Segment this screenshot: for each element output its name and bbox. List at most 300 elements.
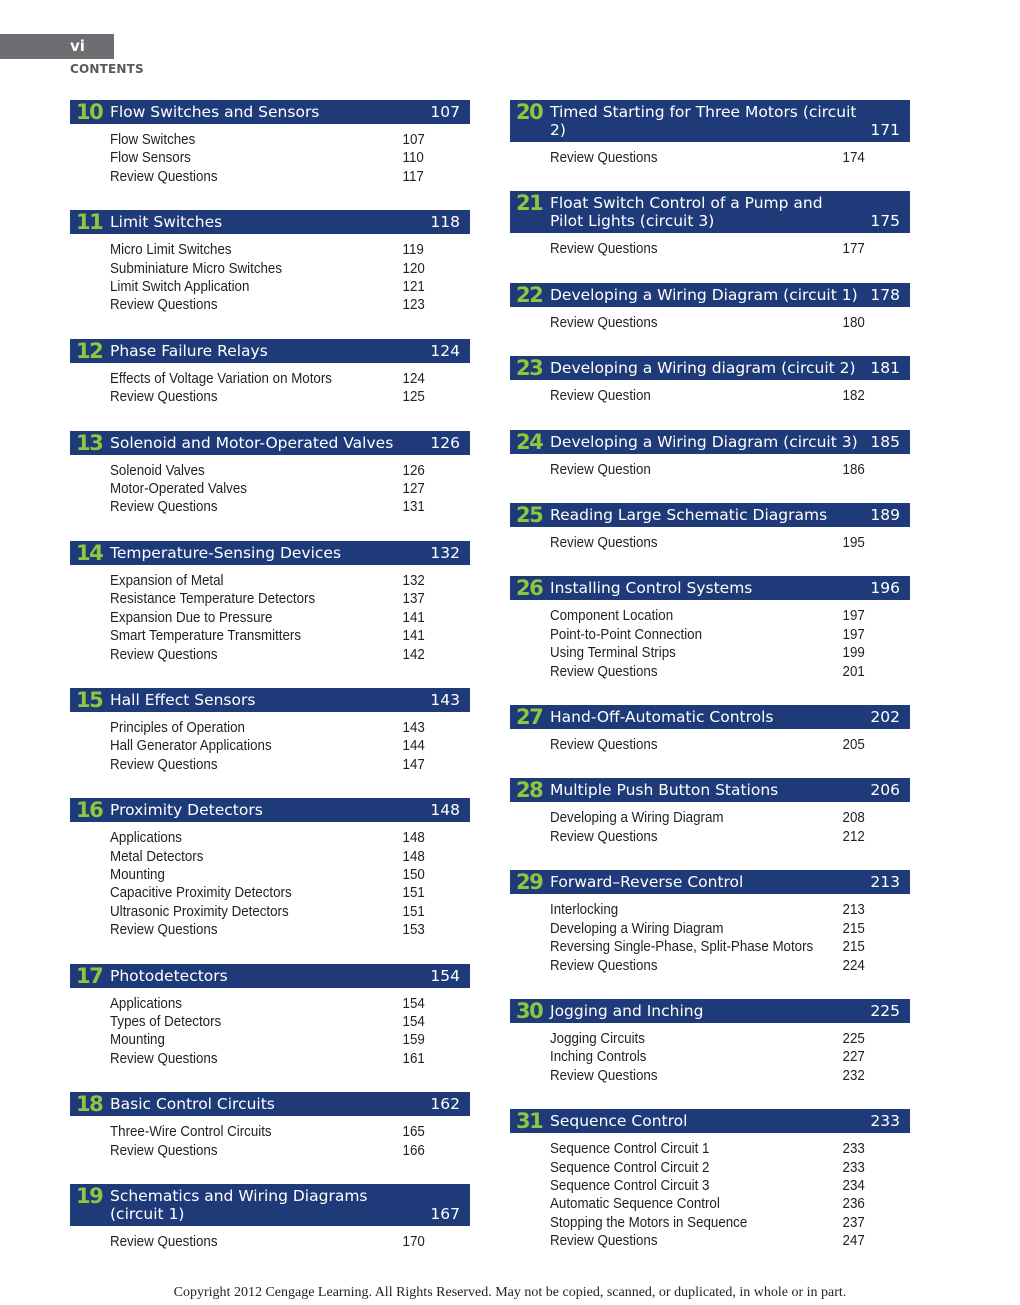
section-title: Principles of Operation: [110, 719, 245, 736]
chapter-number: 20: [516, 100, 543, 124]
toc-chapter: [70, 210, 470, 315]
section-title: Expansion of Metal: [110, 572, 224, 589]
section-title: Review Questions: [110, 756, 218, 773]
toc-chapter: [510, 778, 910, 846]
chapter-title: Developing a Wiring Diagram (circuit 1): [550, 285, 858, 304]
section-page: 126: [402, 462, 425, 479]
section-page: 205: [842, 737, 865, 754]
section-title: Review Questions: [110, 646, 218, 663]
section-title: Limit Switch Application: [110, 279, 250, 296]
toc-chapter: [70, 100, 470, 186]
section-entry[interactable]: [110, 296, 468, 314]
section-page: 215: [842, 920, 865, 937]
section-page: 143: [402, 719, 425, 736]
section-title: Applications: [110, 995, 182, 1012]
toc-chapter: [510, 356, 910, 405]
chapter-number: 21: [516, 191, 543, 216]
section-entry[interactable]: [110, 921, 468, 939]
section-page: 224: [842, 957, 865, 974]
section-entry[interactable]: [550, 920, 908, 938]
chapter-header[interactable]: [510, 100, 910, 142]
section-page: 233: [842, 1159, 865, 1176]
section-list: [70, 995, 470, 1069]
chapter-page: 196: [870, 579, 900, 598]
section-page: 121: [402, 279, 425, 296]
section-page: 147: [402, 756, 425, 773]
toc-chapter: [70, 688, 470, 774]
section-page: 123: [402, 297, 425, 314]
section-list: [70, 1123, 470, 1160]
section-page: 227: [842, 1049, 865, 1066]
chapter-number: 11: [76, 210, 103, 235]
section-title: Developing a Wiring Diagram: [550, 920, 724, 937]
section-title: Component Location: [550, 608, 674, 625]
section-page: 180: [842, 314, 865, 331]
section-entry[interactable]: [110, 1123, 468, 1141]
section-page: 233: [842, 1141, 865, 1158]
toc-chapter: [510, 430, 910, 479]
section-entry[interactable]: [110, 388, 468, 406]
section-title: Review Questions: [550, 314, 658, 331]
section-entry[interactable]: [110, 260, 468, 278]
section-list: [510, 736, 910, 754]
section-entry[interactable]: [550, 461, 908, 479]
section-list: [510, 314, 910, 332]
section-title: Inching Controls: [550, 1049, 647, 1066]
section-entry[interactable]: [550, 626, 908, 644]
section-page: 120: [402, 260, 425, 277]
section-entry[interactable]: [550, 534, 908, 552]
section-title: Flow Sensors: [110, 150, 191, 167]
section-title: Three-Wire Control Circuits: [110, 1124, 272, 1141]
section-entry[interactable]: [550, 1159, 908, 1177]
section-entry[interactable]: [550, 957, 908, 975]
copyright-notice: Copyright 2012 Cengage Learning. All Rights Reserved. May not be copied, scanned, or duplicated, in whole or in part.: [173, 1285, 847, 1300]
section-page: 215: [842, 939, 865, 956]
section-list: [510, 1140, 910, 1250]
toc-chapter: [70, 431, 470, 517]
section-entry[interactable]: [110, 829, 468, 847]
section-title: Review Questions: [110, 1234, 218, 1250]
chapter-header[interactable]: [510, 870, 910, 894]
section-title: Review Questions: [550, 241, 658, 258]
section-title: Review Questions: [110, 499, 218, 516]
chapter-number: 22: [516, 282, 543, 307]
toc-chapter: [70, 1184, 470, 1251]
chapter-title: Schematics and Wiring Diagrams (circuit 1): [110, 1187, 368, 1223]
section-entry[interactable]: [110, 866, 468, 884]
section-list: [70, 719, 470, 774]
section-entry[interactable]: [110, 1013, 468, 1031]
chapter-header[interactable]: [510, 999, 910, 1023]
section-entry[interactable]: [110, 480, 468, 498]
section-entry[interactable]: [110, 995, 468, 1013]
section-entry[interactable]: [110, 884, 468, 902]
toc-chapter: [510, 283, 910, 332]
section-title: Metal Detectors: [110, 848, 204, 865]
chapter-header[interactable]: [510, 191, 910, 233]
chapter-number: 17: [76, 963, 103, 988]
chapter-header[interactable]: [70, 964, 470, 988]
section-page: 237: [842, 1214, 865, 1231]
section-title: Hall Generator Applications: [110, 738, 272, 755]
section-entry[interactable]: [550, 809, 908, 827]
section-title: Automatic Sequence Control: [550, 1196, 720, 1213]
section-entry[interactable]: [110, 572, 468, 590]
toc-chapter: [70, 964, 470, 1069]
section-entry[interactable]: [550, 663, 908, 681]
chapter-page: 189: [870, 506, 900, 525]
section-list: [510, 607, 910, 681]
chapter-page: 118: [430, 213, 460, 232]
toc-chapter: [70, 339, 470, 407]
section-entry[interactable]: [550, 1030, 908, 1048]
section-page: 150: [402, 866, 425, 883]
chapter-page: 213: [870, 873, 900, 892]
chapter-number: 10: [76, 100, 103, 124]
section-title: Applications: [110, 830, 182, 847]
section-title: Review Questions: [110, 922, 218, 939]
section-entry[interactable]: [110, 1142, 468, 1160]
section-title: Review Questions: [110, 297, 218, 314]
section-entry[interactable]: [110, 241, 468, 259]
section-entry[interactable]: [550, 1067, 908, 1085]
chapter-page: 126: [430, 433, 460, 452]
section-entry[interactable]: [550, 1177, 908, 1195]
chapter-title: Phase Failure Relays: [110, 341, 268, 360]
chapter-header[interactable]: [70, 1092, 470, 1116]
section-entry[interactable]: [550, 938, 908, 956]
section-page: 236: [842, 1196, 865, 1213]
section-title: Review Questions: [550, 150, 658, 166]
chapter-header[interactable]: [70, 688, 470, 712]
section-title: Review Questions: [550, 1067, 658, 1084]
section-list: [70, 131, 470, 186]
section-title: Review Questions: [550, 535, 658, 552]
section-entry[interactable]: [550, 1195, 908, 1213]
section-title: Mounting: [110, 866, 165, 883]
section-entry[interactable]: [550, 607, 908, 625]
section-entry[interactable]: [550, 828, 908, 846]
section-page: 110: [402, 150, 424, 167]
section-page: 174: [842, 150, 865, 166]
toc-column-right: [510, 100, 910, 1275]
section-title: Effects of Voltage Variation on Motors: [110, 370, 332, 387]
chapter-title: Multiple Push Button Stations: [550, 781, 779, 800]
chapter-page: 167: [430, 1205, 460, 1223]
toc-chapter: [510, 705, 910, 754]
toc-chapter: [510, 503, 910, 552]
section-page: 212: [842, 828, 865, 845]
section-page: 186: [842, 461, 865, 478]
section-page: 213: [842, 902, 865, 919]
section-page: 170: [402, 1234, 425, 1250]
chapter-page: 181: [870, 359, 900, 378]
section-page: 107: [402, 132, 425, 148]
section-page: 124: [402, 370, 425, 387]
toc-chapter: [510, 191, 910, 258]
section-page: 166: [402, 1142, 425, 1159]
chapter-title: Timed Starting for Three Motors (circuit 2): [550, 103, 857, 139]
section-entry[interactable]: [110, 168, 468, 186]
chapter-title: Installing Control Systems: [550, 579, 753, 598]
toc-column-left: [70, 100, 470, 1275]
section-title: Review Questions: [550, 957, 658, 974]
section-title: Ultrasonic Proximity Detectors: [110, 903, 289, 920]
section-page: 161: [402, 1050, 425, 1067]
section-entry[interactable]: [110, 149, 468, 167]
section-entry[interactable]: [110, 462, 468, 480]
section-page: 125: [402, 389, 425, 406]
section-title: Review Questions: [550, 828, 658, 845]
section-title: Smart Temperature Transmitters: [110, 628, 302, 645]
section-page: 225: [842, 1030, 865, 1047]
section-page: 148: [402, 830, 425, 847]
section-title: Capacitive Proximity Detectors: [110, 885, 292, 902]
section-title: Micro Limit Switches: [110, 242, 232, 259]
section-title: Flow Switches: [110, 132, 196, 148]
section-entry[interactable]: [550, 644, 908, 662]
section-entry[interactable]: [110, 737, 468, 755]
section-title: Solenoid Valves: [110, 462, 205, 479]
chapter-number: 25: [516, 503, 543, 528]
toc-chapter: [70, 1092, 470, 1160]
section-entry[interactable]: [110, 609, 468, 627]
section-list: [70, 462, 470, 517]
chapter-number: 14: [76, 540, 103, 565]
section-entry[interactable]: [550, 314, 908, 332]
page-number: vi: [70, 37, 85, 55]
chapter-page: 233: [870, 1112, 900, 1131]
chapter-title: Hand-Off-Automatic Controls: [550, 708, 774, 727]
section-page: 141: [402, 609, 425, 626]
chapter-page: 171: [870, 121, 900, 139]
section-title: Motor-Operated Valves: [110, 481, 247, 498]
section-page: 144: [402, 738, 425, 755]
chapter-header[interactable]: [510, 283, 910, 307]
section-title: Review Question: [550, 388, 651, 405]
chapter-page: 132: [430, 543, 460, 562]
section-page: 132: [402, 572, 425, 589]
chapter-title: Temperature-Sensing Devices: [110, 543, 342, 562]
toc-chapter: [510, 870, 910, 975]
section-page: 151: [402, 903, 425, 920]
section-title: Review Questions: [550, 663, 658, 680]
section-entry[interactable]: [550, 1214, 908, 1232]
chapter-title: Jogging and Inching: [550, 1001, 704, 1020]
toc-chapter: [510, 576, 910, 681]
chapter-number: 29: [516, 870, 543, 895]
section-list: [70, 241, 470, 315]
section-page: 154: [402, 1013, 425, 1030]
section-title: Review Questions: [110, 1142, 218, 1159]
chapter-header[interactable]: [510, 1109, 910, 1133]
section-page: 119: [402, 242, 424, 259]
chapter-header[interactable]: [510, 576, 910, 600]
section-page: 142: [402, 646, 425, 663]
section-entry[interactable]: [110, 756, 468, 774]
section-title: Stopping the Motors in Sequence: [550, 1214, 748, 1231]
section-page: 127: [402, 481, 425, 498]
section-list: [510, 240, 910, 258]
section-list: [510, 901, 910, 975]
section-title: Interlocking: [550, 902, 619, 919]
chapter-page: 107: [430, 103, 460, 121]
chapter-number: 16: [76, 798, 103, 823]
chapter-header[interactable]: [70, 798, 470, 822]
section-title: Review Questions: [550, 737, 658, 754]
section-entry[interactable]: [110, 848, 468, 866]
section-page: 151: [402, 885, 425, 902]
chapter-number: 24: [516, 429, 543, 454]
section-entry[interactable]: [110, 627, 468, 645]
section-list: [70, 829, 470, 939]
chapter-page: 225: [870, 1001, 900, 1020]
chapter-number: 28: [516, 778, 543, 803]
section-entry[interactable]: [110, 1031, 468, 1049]
section-entry[interactable]: [550, 901, 908, 919]
section-page: 182: [842, 388, 865, 405]
chapter-page: 202: [870, 708, 900, 727]
section-entry[interactable]: [110, 903, 468, 921]
section-page: 197: [842, 608, 865, 625]
section-entry[interactable]: [110, 719, 468, 737]
chapter-title: Solenoid and Motor-Operated Valves: [110, 433, 394, 452]
section-page: 195: [842, 535, 865, 552]
chapter-title: Forward–Reverse Control: [550, 873, 744, 892]
chapter-page: 162: [430, 1095, 460, 1114]
chapter-number: 27: [516, 705, 543, 730]
section-title: Review Questions: [550, 1233, 658, 1250]
section-page: 141: [402, 628, 425, 645]
chapter-number: 31: [516, 1109, 543, 1134]
section-entry[interactable]: [110, 590, 468, 608]
section-title: Sequence Control Circuit 3: [550, 1177, 710, 1194]
section-title: Point-to-Point Connection: [550, 626, 703, 643]
chapter-title: Developing a Wiring Diagram (circuit 3): [550, 432, 858, 451]
section-entry[interactable]: [550, 240, 908, 258]
section-entry[interactable]: [110, 370, 468, 388]
section-list: [510, 534, 910, 552]
chapter-page: 206: [870, 781, 900, 800]
section-title: Using Terminal Strips: [550, 645, 676, 662]
page-number-tab: [0, 34, 114, 59]
chapter-number: 12: [76, 338, 103, 363]
section-list: [510, 1030, 910, 1085]
chapter-title: Photodetectors: [110, 966, 228, 985]
section-page: 199: [842, 645, 865, 662]
chapter-header[interactable]: [70, 210, 470, 234]
chapter-header[interactable]: [510, 430, 910, 454]
chapter-title: Sequence Control: [550, 1112, 688, 1131]
section-list: [70, 572, 470, 664]
chapter-number: 18: [76, 1092, 103, 1117]
chapter-header[interactable]: [510, 705, 910, 729]
toc-chapter: [510, 100, 910, 167]
section-page: 117: [402, 168, 424, 185]
section-entry[interactable]: [110, 646, 468, 664]
section-entry[interactable]: [110, 1050, 468, 1068]
section-entry[interactable]: [110, 278, 468, 296]
section-title: Resistance Temperature Detectors: [110, 591, 316, 608]
section-page: 201: [842, 663, 865, 680]
chapter-title: Limit Switches: [110, 213, 223, 232]
section-page: 159: [402, 1032, 425, 1049]
chapter-page: 175: [870, 212, 900, 231]
section-title: Mounting: [110, 1032, 165, 1049]
chapter-number: 23: [516, 356, 543, 381]
section-entry[interactable]: [110, 498, 468, 516]
section-entry[interactable]: [550, 1048, 908, 1066]
chapter-header[interactable]: [70, 1184, 470, 1226]
section-page: 165: [402, 1124, 425, 1141]
chapter-title: Flow Switches and Sensors: [110, 103, 320, 121]
chapter-header[interactable]: [510, 356, 910, 380]
section-entry[interactable]: [550, 736, 908, 754]
chapter-title: Proximity Detectors: [110, 801, 263, 820]
chapter-header[interactable]: [510, 778, 910, 802]
chapter-page: 148: [430, 801, 460, 820]
section-entry[interactable]: [550, 149, 908, 167]
chapter-header[interactable]: [510, 503, 910, 527]
toc-chapter: [510, 1109, 910, 1250]
chapter-number: 15: [76, 687, 103, 712]
section-entry[interactable]: [110, 131, 468, 149]
section-title: Types of Detectors: [110, 1013, 222, 1030]
chapter-number: 26: [516, 576, 543, 601]
section-page: 208: [842, 810, 865, 827]
toc-chapter: [70, 541, 470, 664]
chapter-title: Reading Large Schematic Diagrams: [550, 506, 828, 525]
section-title: Review Questions: [110, 389, 218, 406]
section-list: [510, 461, 910, 479]
section-list: [510, 387, 910, 405]
chapter-header[interactable]: [70, 431, 470, 455]
section-entry[interactable]: [550, 1232, 908, 1250]
toc-chapter: [70, 798, 470, 939]
section-page: 153: [402, 922, 425, 939]
section-title: Review Question: [550, 461, 651, 478]
section-entry[interactable]: [550, 1140, 908, 1158]
chapter-header[interactable]: [70, 339, 470, 363]
chapter-title: Basic Control Circuits: [110, 1095, 275, 1114]
chapter-page: 143: [430, 690, 460, 709]
section-page: 131: [402, 499, 425, 516]
section-title: Reversing Single-Phase, Split-Phase Motors: [550, 939, 814, 956]
section-entry[interactable]: [550, 387, 908, 405]
section-entry[interactable]: [110, 1233, 468, 1251]
chapter-title: Float Switch Control of a Pump and Pilot Lights (circuit 3): [550, 194, 823, 231]
section-list: [70, 370, 470, 407]
chapter-header[interactable]: [70, 100, 470, 124]
section-title: Sequence Control Circuit 2: [550, 1159, 710, 1176]
section-title: Expansion Due to Pressure: [110, 609, 273, 626]
section-page: 247: [842, 1233, 865, 1250]
chapter-header[interactable]: [70, 541, 470, 565]
section-page: 137: [402, 591, 425, 608]
section-list: [510, 149, 910, 167]
section-title: Review Questions: [110, 168, 218, 185]
chapter-number: 13: [76, 430, 103, 455]
chapter-number: 30: [516, 998, 543, 1023]
section-page: 234: [842, 1177, 865, 1194]
chapter-number: 19: [76, 1184, 103, 1208]
section-title: Jogging Circuits: [550, 1030, 645, 1047]
section-page: 148: [402, 848, 425, 865]
section-page: 177: [842, 241, 865, 258]
section-title: Review Questions: [110, 1050, 218, 1067]
chapter-title: Developing a Wiring diagram (circuit 2): [550, 359, 856, 378]
